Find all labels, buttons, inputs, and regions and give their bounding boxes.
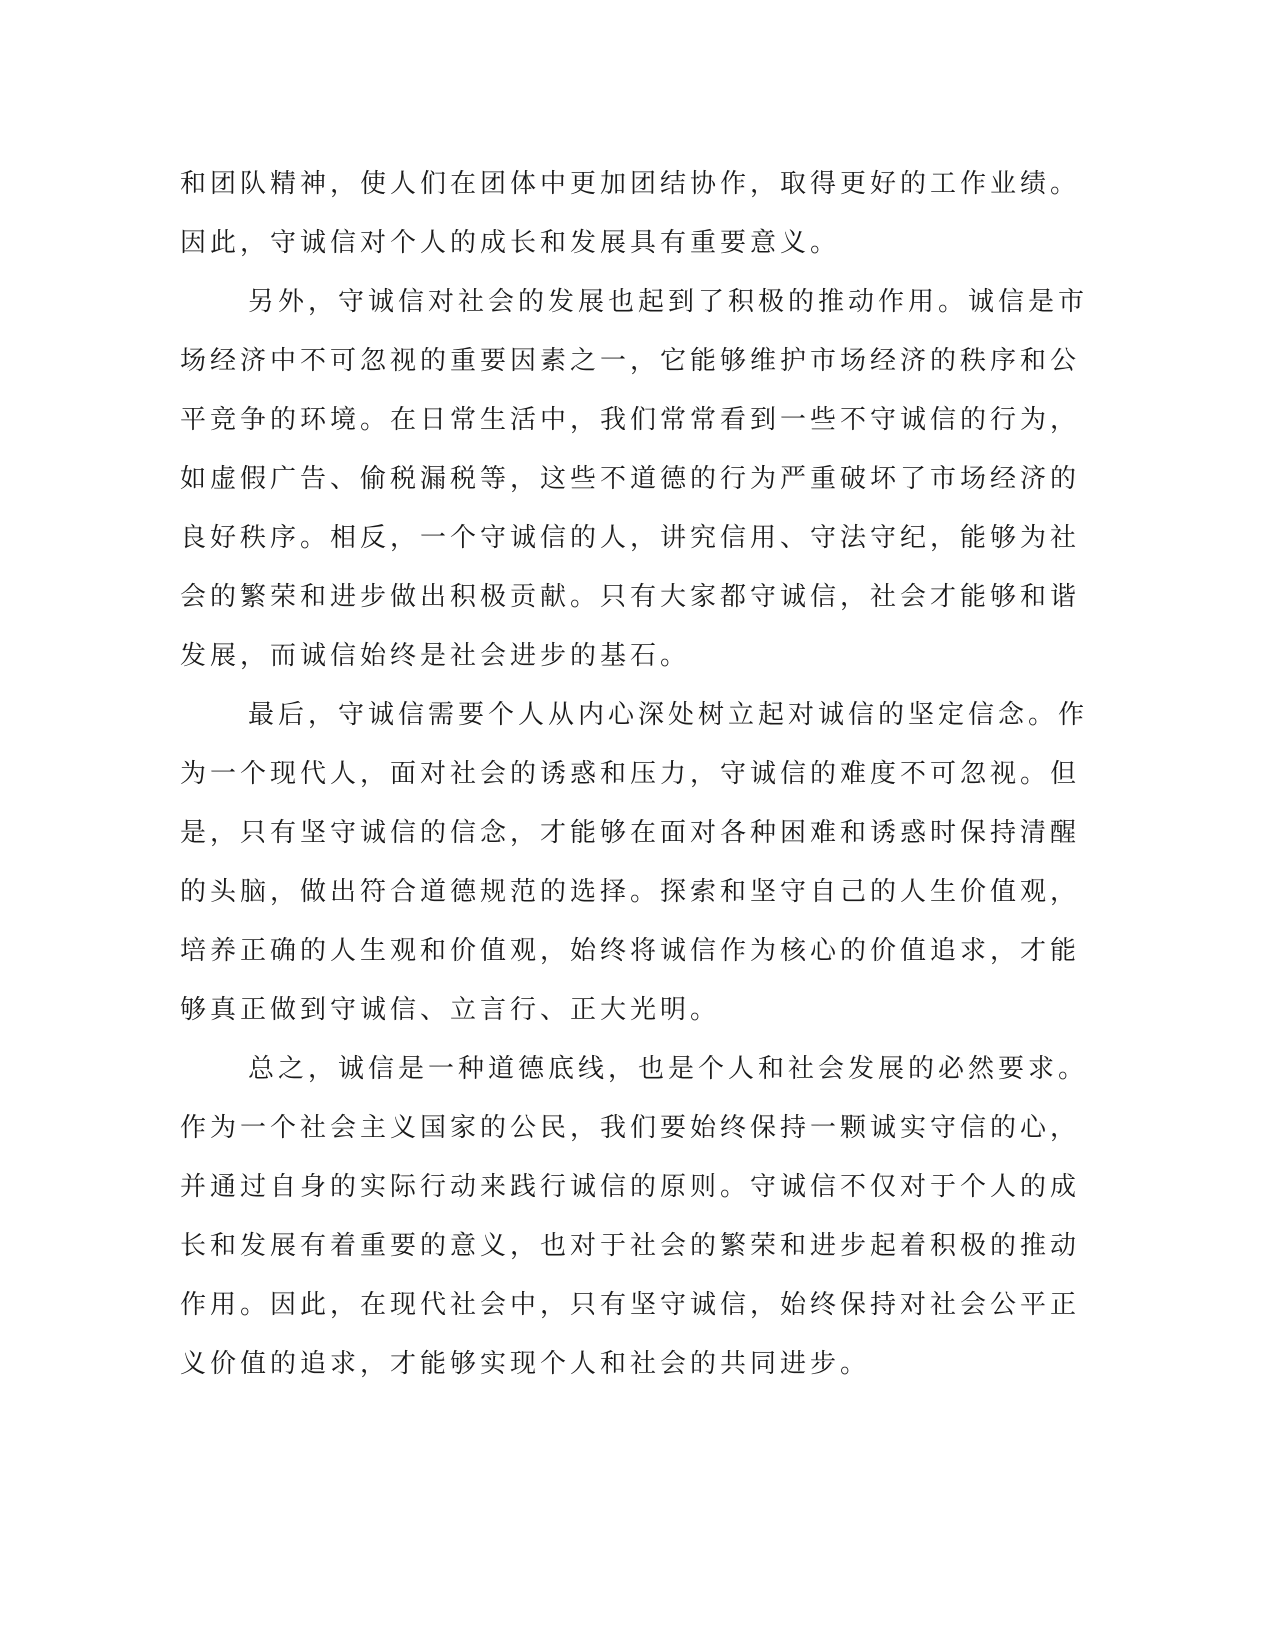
paragraph-3 xyxy=(180,686,1089,1040)
paragraph-4 xyxy=(180,1040,1089,1394)
text-line: 的头脑，做出符合道德规范的选择。探索和坚守自己的人生价值观， xyxy=(180,877,1081,907)
text-line: 场经济中不可忽视的重要因素之一，它能够维护市场经济的秩序和公 xyxy=(180,346,1081,376)
text-line: 如虚假广告、偷税漏税等，这些不道德的行为严重破坏了市场经济的 xyxy=(180,464,1081,494)
text-line: 总之，诚信是一种道德底线，也是个人和社会发展的必然要求。 xyxy=(248,1054,1089,1084)
paragraph-2 xyxy=(180,273,1089,686)
text-line: 发展，而诚信始终是社会进步的基石。 xyxy=(180,641,691,671)
paragraph-1 xyxy=(180,155,1081,273)
document-body xyxy=(180,155,1089,1394)
text-line: 因此，守诚信对个人的成长和发展具有重要意义。 xyxy=(180,228,841,258)
text-line: 良好秩序。相反，一个守诚信的人，讲究信用、守法守纪，能够为社 xyxy=(180,523,1081,553)
text-line: 最后，守诚信需要个人从内心深处树立起对诚信的坚定信念。作 xyxy=(248,700,1089,730)
text-line: 培养正确的人生观和价值观，始终将诚信作为核心的价值追求，才能 xyxy=(180,936,1081,966)
text-line: 是，只有坚守诚信的信念，才能够在面对各种困难和诱惑时保持清醒 xyxy=(180,818,1081,848)
text-line: 长和发展有着重要的意义，也对于社会的繁荣和进步起着积极的推动 xyxy=(180,1231,1081,1261)
text-line: 作为一个社会主义国家的公民，我们要始终保持一颗诚实守信的心， xyxy=(180,1113,1081,1143)
text-line: 会的繁荣和进步做出积极贡献。只有大家都守诚信，社会才能够和谐 xyxy=(180,582,1081,612)
text-line: 和团队精神，使人们在团体中更加团结协作，取得更好的工作业绩。 xyxy=(180,169,1081,199)
text-line: 够真正做到守诚信、立言行、正大光明。 xyxy=(180,995,721,1025)
text-line: 义价值的追求，才能够实现个人和社会的共同进步。 xyxy=(180,1349,871,1379)
text-line: 并通过自身的实际行动来践行诚信的原则。守诚信不仅对于个人的成 xyxy=(180,1172,1081,1202)
text-line: 为一个现代人，面对社会的诱惑和压力，守诚信的难度不可忽视。但 xyxy=(180,759,1081,789)
text-line: 另外，守诚信对社会的发展也起到了积极的推动作用。诚信是市 xyxy=(248,287,1089,317)
text-line: 平竞争的环境。在日常生活中，我们常常看到一些不守诚信的行为， xyxy=(180,405,1081,435)
text-line: 作用。因此，在现代社会中，只有坚守诚信，始终保持对社会公平正 xyxy=(180,1290,1081,1320)
